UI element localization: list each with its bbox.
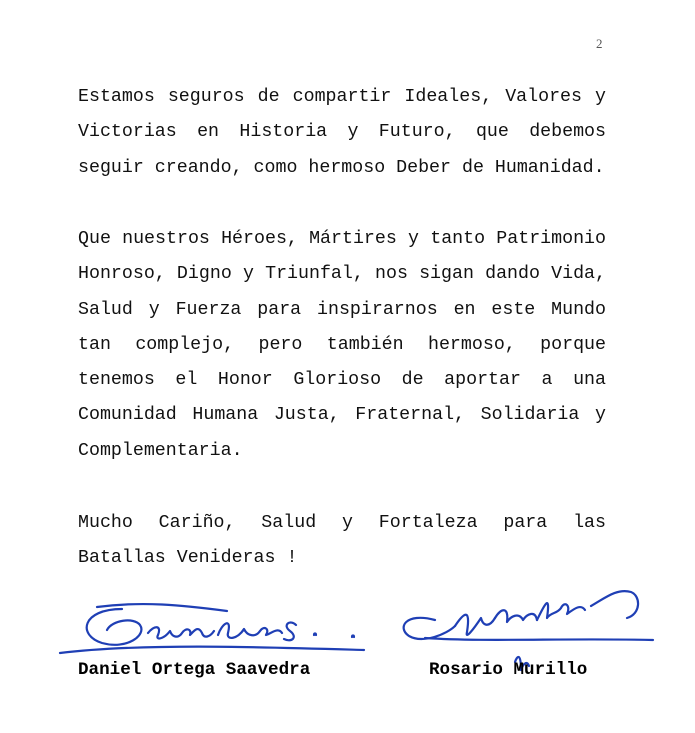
paragraph-1: Estamos seguros de compartir Ideales, Valores y Victorias en Historia y Futuro, que debemos seguir creando, como hermoso Deber de Humanidad. — [78, 87, 606, 178]
signatory-name-left: Daniel Ortega Saavedra — [78, 660, 311, 680]
signature-left — [52, 595, 372, 665]
paragraph-3 — [78, 506, 606, 577]
page-number: 2 — [596, 36, 603, 51]
paragraph-3-line-2: Batallas Venideras ! — [78, 548, 298, 569]
paragraph-2: Que nuestros Héroes, Mártires y tanto Patrimonio Honroso, Digno y Triunfal, nos sigan dando Vida, Salud y Fuerza para inspirarnos en este Mundo tan complejo, pero también hermoso, porque tenemos el Honor Glorioso de aportar a una Comunidad Humana Justa, Fraternal, Solidaria y Complementaria. — [78, 229, 606, 461]
signatory-name-right: Rosario Murillo — [429, 660, 588, 680]
paragraph-3-line-1: Mucho Cariño, Salud y Fortaleza para las — [78, 513, 606, 533]
